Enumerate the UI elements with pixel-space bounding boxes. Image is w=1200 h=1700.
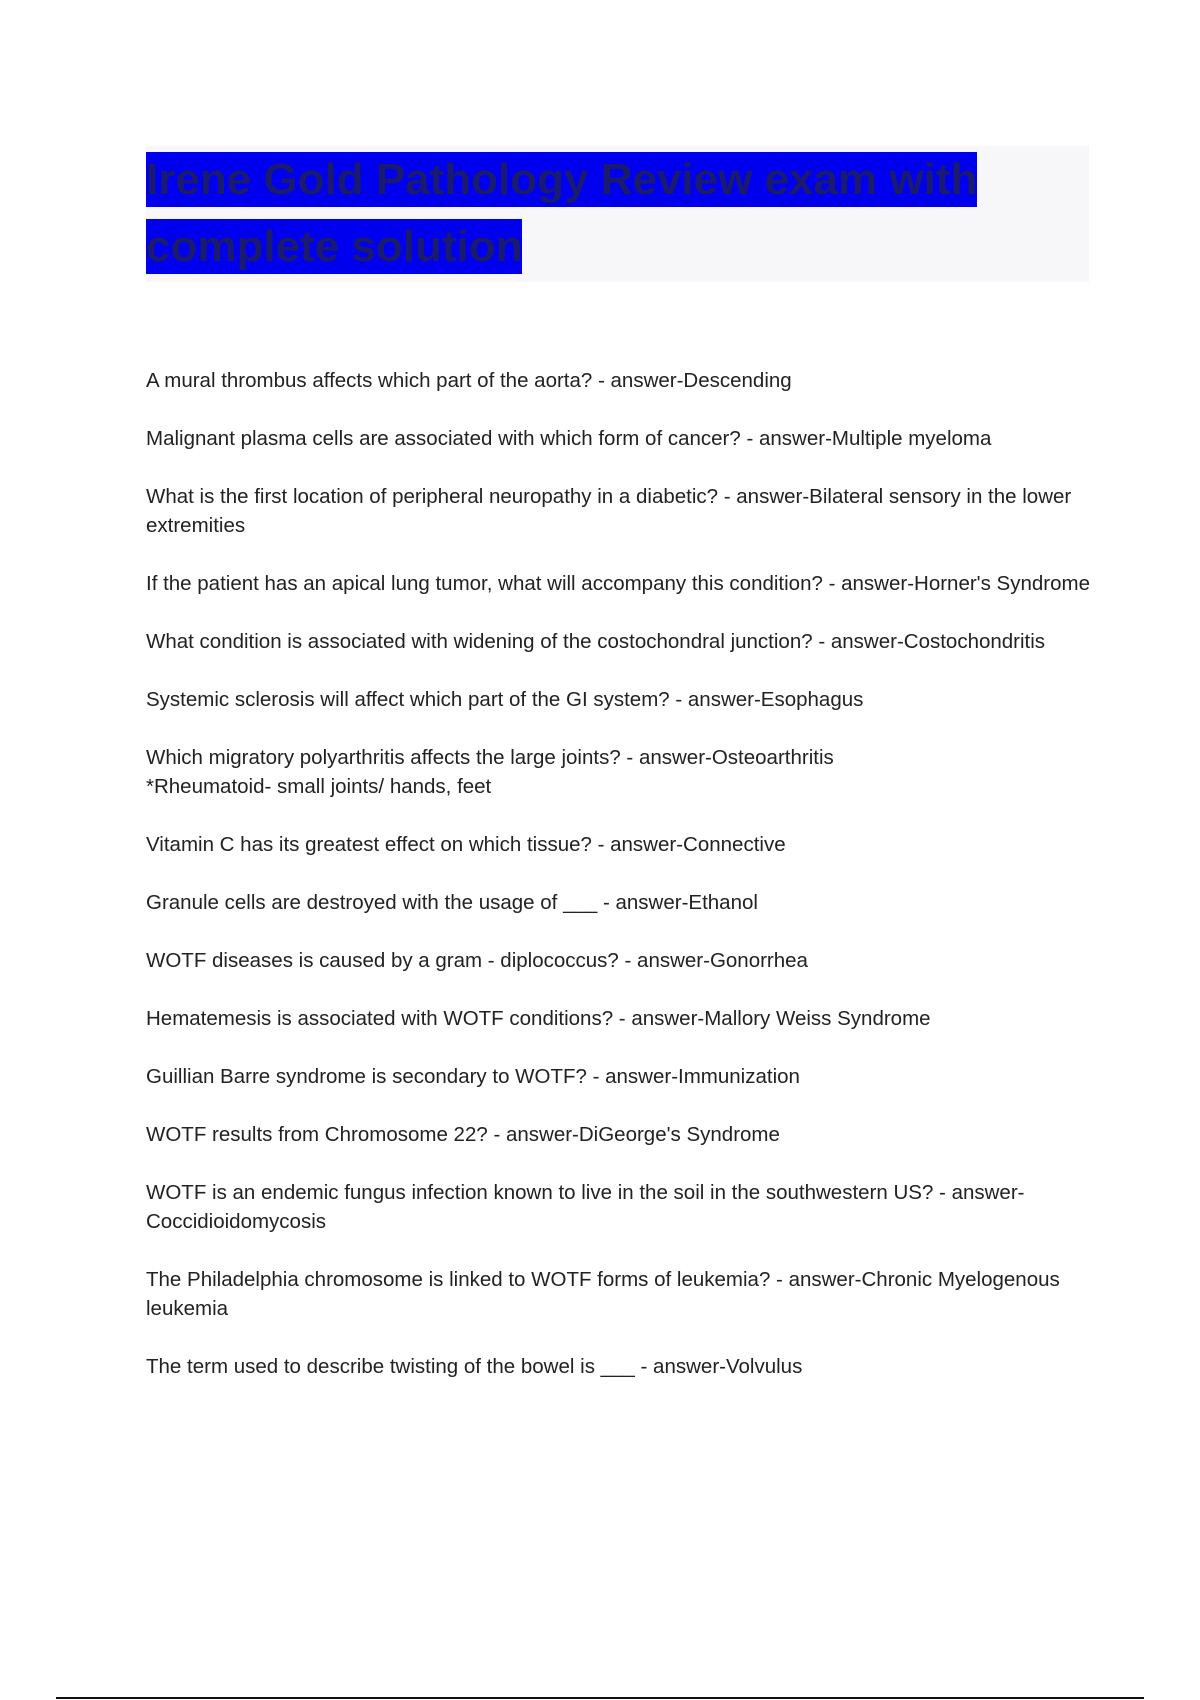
qa-text: If the patient has an apical lung tumor, what will accompany this condition? - answer-Horner's Syndrome <box>146 572 1090 595</box>
qa-text: WOTF is an endemic fungus infection known to live in the soil in the southwestern US? - answer-Coccidioidomycosis <box>146 1181 1025 1233</box>
qa-text: Granule cells are destroyed with the usage of ___ - answer-Ethanol <box>146 891 758 914</box>
qa-item <box>146 1265 1091 1323</box>
qa-item <box>146 888 1091 917</box>
qa-text: The term used to describe twisting of the bowel is ___ - answer-Volvulus <box>146 1355 803 1378</box>
qa-item <box>146 1120 1091 1149</box>
qa-text: Vitamin C has its greatest effect on which tissue? - answer-Connective <box>146 833 786 856</box>
qa-item <box>146 482 1091 540</box>
qa-text: What condition is associated with widening of the costochondral junction? - answer-Costochondritis <box>146 630 1046 653</box>
qa-text: Hematemesis is associated with WOTF conditions? - answer-Mallory Weiss Syndrome <box>146 1007 931 1030</box>
qa-item <box>146 685 1091 714</box>
qa-text: What is the first location of peripheral neuropathy in a diabetic? - answer-Bilateral sensory in the lower extremities <box>146 485 1072 537</box>
qa-item <box>146 424 1091 453</box>
qa-item <box>146 1062 1091 1091</box>
qa-item <box>146 569 1091 598</box>
qa-item <box>146 1178 1091 1236</box>
qa-item <box>146 627 1091 656</box>
qa-item <box>146 830 1091 859</box>
qa-text: Guillian Barre syndrome is secondary to WOTF? - answer-Immunization <box>146 1065 800 1088</box>
document-title <box>146 146 1046 280</box>
qa-text: The Philadelphia chromosome is linked to WOTF forms of leukemia? - answer-Chronic Myelogenous leukemia <box>146 1268 1060 1320</box>
qa-item <box>146 1004 1091 1033</box>
qa-text: Which migratory polyarthritis affects the large joints? - answer-Osteoarthritis <box>146 746 834 769</box>
qa-item <box>146 366 1091 395</box>
footer-divider <box>56 1697 1144 1699</box>
qa-text: WOTF diseases is caused by a gram - diplococcus? - answer-Gonorrhea <box>146 949 808 972</box>
qa-text: WOTF results from Chromosome 22? - answer-DiGeorge's Syndrome <box>146 1123 780 1146</box>
qa-item <box>146 1352 1091 1381</box>
qa-note: *Rheumatoid- small joints/ hands, feet <box>146 775 492 798</box>
qa-text: Malignant plasma cells are associated with which form of cancer? - answer-Multiple myeloma <box>146 427 992 450</box>
qa-text: A mural thrombus affects which part of the aorta? - answer-Descending <box>146 369 792 392</box>
qa-list <box>146 366 1091 1410</box>
qa-item <box>146 743 1091 801</box>
qa-text: Systemic sclerosis will affect which part of the GI system? - answer-Esophagus <box>146 688 864 711</box>
qa-item <box>146 946 1091 975</box>
document-title-text: Irene Gold Pathology Review exam with complete solution <box>146 152 977 274</box>
